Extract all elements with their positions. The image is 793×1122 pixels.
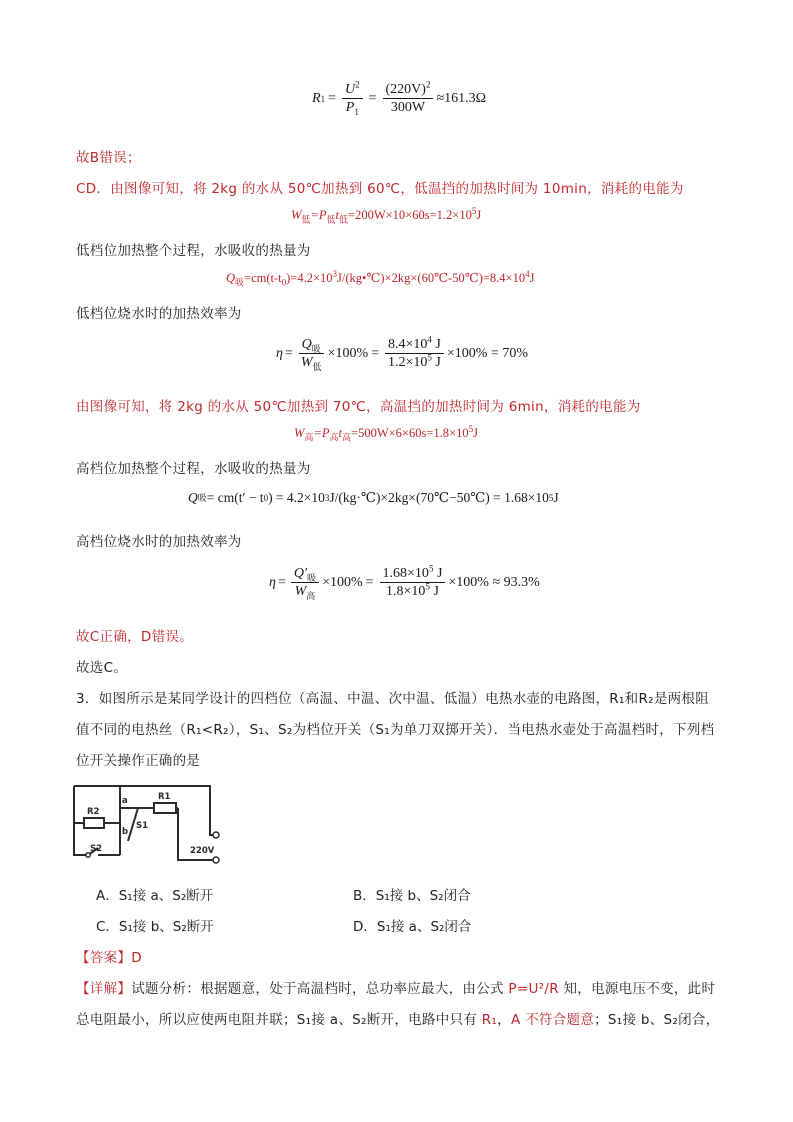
- b-label: b: [122, 827, 129, 837]
- option-c[interactable]: C．S₁接 b、S₂断开: [96, 919, 214, 935]
- r1-resistor: [154, 803, 176, 813]
- r1-label: R1: [158, 792, 171, 802]
- s1-label: S1: [136, 821, 149, 831]
- voltage-label: 220V: [190, 846, 215, 856]
- option-b[interactable]: B．S₁接 b、S₂闭合: [353, 888, 471, 904]
- answer-line: [76, 946, 142, 966]
- detail-line-2: 总电阻最小，所以应使两电阻并联；S₁接 a、S₂断开，电路中只有 R₁，A 不符合题意；S₁接 b、S₂闭合，: [76, 1012, 720, 1028]
- q3-line-1: 3．如图所示是某同学设计的四档位（高温、中温、次中温、低温）电热水壶的电路图，R₁和R₂是两根阻: [76, 691, 710, 707]
- circuit-diagram: [70, 778, 220, 868]
- line-c-right: 故C正确，D错误。: [76, 629, 194, 645]
- s2-label: S2: [90, 844, 103, 854]
- detail-tag: 【详解】: [76, 981, 132, 997]
- line-b-wrong: 故B错误；: [76, 150, 141, 166]
- line-high-heat: 高档位加热整个过程，水吸收的热量为: [76, 461, 311, 477]
- option-a[interactable]: A．S₁接 a、S₂断开: [96, 888, 214, 904]
- equation-eta-low: η = $\frac{Q_吸}{W_低}$ ×100% = $\frac{8.4\times 10^4 J}{1.2\times 10^5 J}$ ×100% = 70%: [276, 334, 528, 372]
- equation-w-high: $W_高=P_高t_高=500W\times 6\times 60s=1.8\times 10^5J$: [294, 423, 478, 443]
- answer-value: D: [131, 950, 142, 966]
- line-low-eff: 低档位烧水时的加热效率为: [76, 306, 242, 322]
- option-d[interactable]: D．S₁接 a、S₂闭合: [353, 919, 472, 935]
- fraction-220-300: $\frac{(220V)^2}{300W}$: [383, 82, 434, 115]
- answer-tag: 【答案】: [76, 950, 132, 966]
- equation-eta-high: η = $\frac{Q'_吸}{W_高}$ ×100% = $\frac{1.68\times 10^5 J}{1.8\times 10^5 J}$ ×100% ≈ 93.3%: [269, 563, 540, 601]
- q3-line-2: 值不同的电热丝（R₁<R₂），S₁、S₂为档位开关（S₁为单刀双掷开关）．当电热水壶处于高温档时，下列档: [76, 722, 715, 738]
- equation-q-low: $Q_吸=cm(t-t_0)=4.2\times 10^3J/(kg•℃)\times 2kg\times(60℃-50℃)=8.4\times 10^4J$: [226, 268, 535, 288]
- a-label: a: [122, 796, 128, 806]
- q3-line-3: 位开关操作正确的是: [76, 753, 201, 769]
- line-choose: 故选C。: [76, 660, 128, 676]
- fraction-u2-p1: $\frac{U^2}{P_1}$: [342, 82, 363, 115]
- detail-formula: P=U²/R: [508, 981, 559, 997]
- line-high: 由图像可知，将 2kg 的水从 50℃加热到 70℃，高温挡的加热时间为 6min，消耗的电能为: [76, 399, 641, 415]
- line-low-heat: 低档位加热整个过程，水吸收的热量为: [76, 243, 311, 259]
- equation-r1: R 1 = $\frac{U^2}{P_1}$ = $\frac{(220V)^2}{300W}$ ≈161.3Ω: [312, 79, 487, 117]
- line-high-eff: 高档位烧水时的加热效率为: [76, 534, 242, 550]
- equation-q-high: Q 吸 = cm(t′ − t 0 ) = 4.2×10 3 J/(kg·℃)×2kg×(70℃−50℃) = 1.68×10 5 J: [188, 490, 559, 505]
- r2-resistor: [84, 818, 104, 828]
- line-cd: CD．由图像可知，将 2kg 的水从 50℃加热到 60℃，低温挡的加热时间为 10min，消耗的电能为: [76, 181, 684, 197]
- detail-line-1: 【详解】试题分析：根据题意，处于高温档时，总功率应最大，由公式 P=U²/R 知，电源电压不变，此时: [76, 981, 716, 997]
- r2-label: R2: [87, 807, 100, 817]
- equation-w-low: $W_低=P_低t_低=200W\times 10\times 60s=1.2\times 10^5J$: [291, 205, 482, 225]
